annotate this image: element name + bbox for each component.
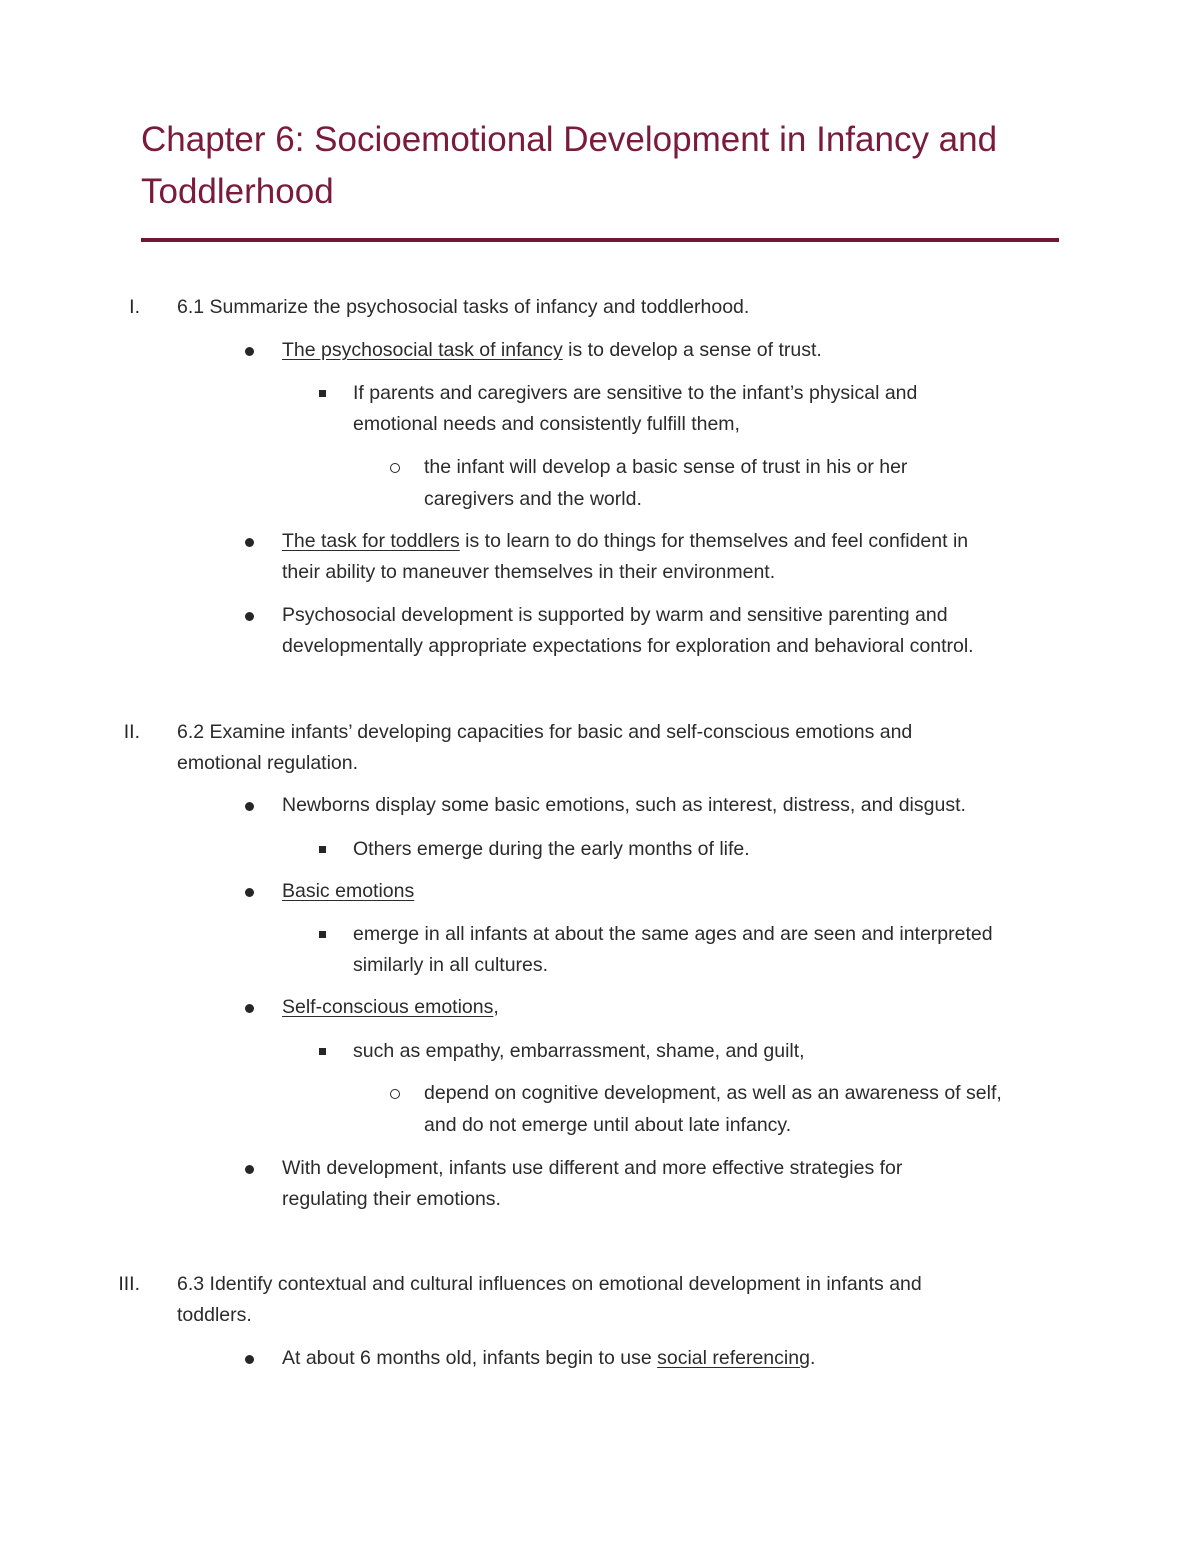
bullet-dot	[245, 1355, 254, 1364]
bullet-square	[319, 931, 326, 938]
list-item-continuation: regulating their emotions.	[282, 1188, 501, 1210]
list-item: depend on cognitive development, as well as an awareness of self,	[424, 1082, 1002, 1104]
bullet-circle	[390, 463, 400, 473]
list-item: Psychosocial development is supported by warm and sensitive parenting and	[282, 604, 948, 626]
list-item: Self-conscious emotions,	[282, 996, 499, 1018]
page-title	[141, 114, 1061, 218]
section-heading-2-continuation: emotional regulation.	[177, 752, 359, 774]
list-item: With development, infants use different and more effective strategies for	[282, 1157, 903, 1179]
section-numeral-3: III.	[118, 1273, 140, 1295]
bullet-square	[319, 1048, 326, 1055]
list-item	[282, 876, 414, 907]
bullet-dot	[245, 538, 254, 547]
section-numeral-2: II.	[123, 721, 140, 743]
bullet-dot	[245, 1165, 254, 1174]
list-item: emerge in all infants at about the same ages and are seen and interpreted	[353, 923, 993, 945]
list-item: If parents and caregivers are sensitive to the infant’s physical and	[353, 382, 918, 404]
underlined-term: The task for toddlers	[282, 530, 460, 552]
list-item-continuation: and do not emerge until about late infancy.	[424, 1114, 792, 1136]
list-item: At about 6 months old, infants begin to use social referencing.	[282, 1347, 816, 1369]
bullet-circle	[390, 1089, 400, 1099]
list-item: Others emerge during the early months of life.	[353, 838, 750, 860]
section-heading-3-continuation: toddlers.	[177, 1304, 252, 1326]
bullet-dot	[245, 612, 254, 621]
bullet-dot	[245, 802, 254, 811]
list-item: such as empathy, embarrassment, shame, and guilt,	[353, 1040, 805, 1062]
list-item-continuation: caregivers and the world.	[424, 488, 642, 510]
list-item: The psychosocial task of infancy is to develop a sense of trust.	[282, 339, 822, 361]
title-divider	[141, 238, 1059, 242]
bullet-dot	[245, 347, 254, 356]
underlined-term: social referencing	[657, 1347, 810, 1369]
title-line-2: Toddlerhood	[141, 172, 334, 211]
list-item-continuation: emotional needs and consistently fulfill them,	[353, 413, 740, 435]
bullet-square	[319, 846, 326, 853]
list-item: Newborns display some basic emotions, such as interest, distress, and disgust.	[282, 794, 966, 816]
list-item-continuation: similarly in all cultures.	[353, 954, 549, 976]
section-heading-1: 6.1 Summarize the psychosocial tasks of infancy and toddlerhood.	[177, 296, 750, 318]
section-heading-2: 6.2 Examine infants’ developing capacities for basic and self-conscious emotions and	[177, 721, 913, 743]
title-line-1: Chapter 6: Socioemotional Development in Infancy and	[141, 120, 998, 159]
list-item: the infant will develop a basic sense of trust in his or her	[424, 456, 908, 478]
bullet-dot	[245, 888, 254, 897]
underlined-term: Self-conscious emotions	[282, 996, 494, 1018]
section-numeral-1: I.	[129, 296, 140, 318]
list-item: The task for toddlers is to learn to do things for themselves and feel confident in	[282, 530, 969, 552]
list-item-continuation: their ability to maneuver themselves in their environment.	[282, 561, 776, 583]
bullet-square	[319, 390, 326, 397]
bullet-dot	[245, 1004, 254, 1013]
underlined-term: The psychosocial task of infancy	[282, 339, 563, 361]
section-heading-3: 6.3 Identify contextual and cultural influences on emotional development in infants and	[177, 1273, 922, 1295]
underlined-term: Basic emotions	[282, 880, 415, 902]
list-item-continuation: developmentally appropriate expectations for exploration and behavioral control.	[282, 635, 974, 657]
